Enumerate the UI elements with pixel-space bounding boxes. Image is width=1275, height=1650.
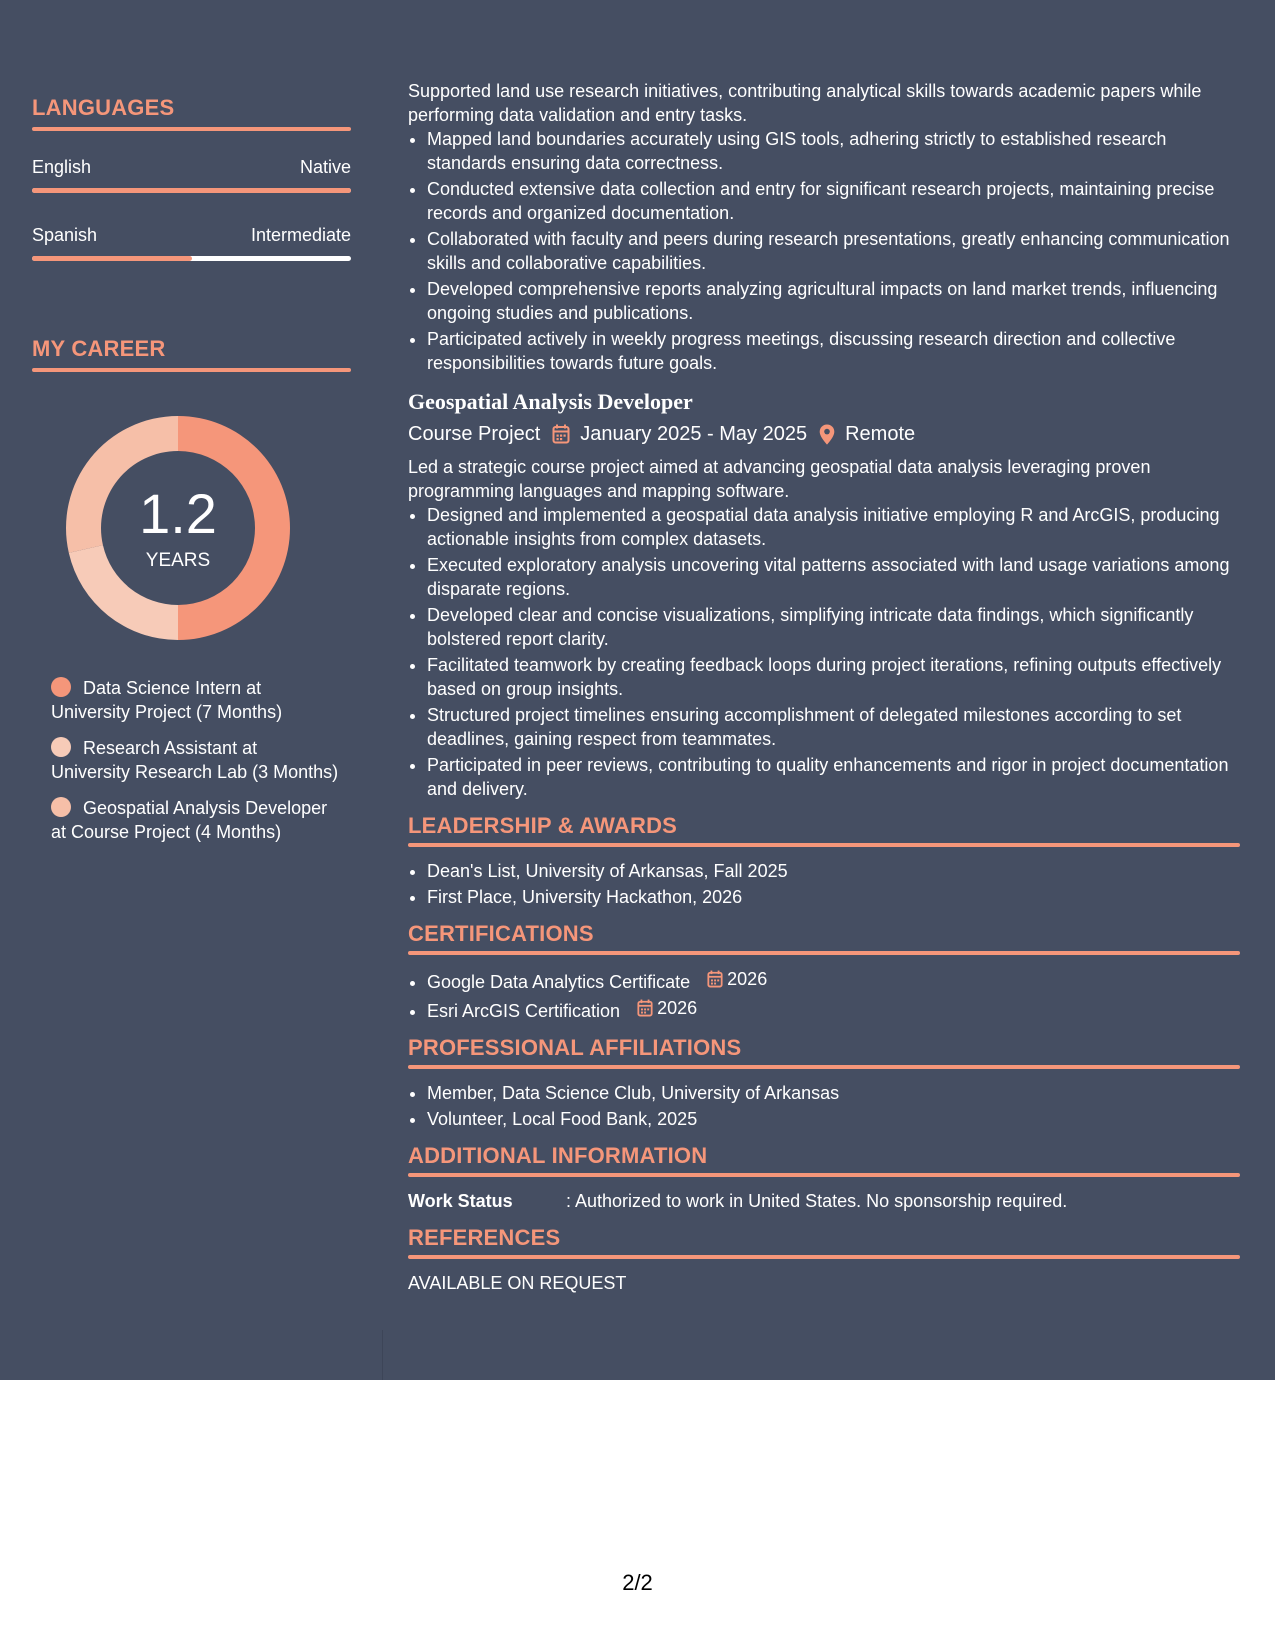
bullet-item: • Developed comprehensive reports analyzing agricultural impacts on land market trends, influencing ongoing studies and publications. <box>427 277 1240 325</box>
job-summary: Led a strategic course project aimed at advancing geospatial data analysis leveraging proven programming languages and mapping software. <box>408 457 1151 501</box>
language-name: Spanish <box>32 225 98 245</box>
work-status-row <box>408 1189 1240 1213</box>
leadership-section <box>408 815 1240 909</box>
bullet-item: • Facilitated teamwork by creating feedback loops during project iterations, refining outputs effectively based on group insights. <box>427 653 1240 701</box>
award-item: • First Place, University Hackathon, 2026 <box>427 885 1240 909</box>
career-legend-item <box>51 736 341 784</box>
bullet-item: • Structured project timelines ensuring accomplishment of delegated milestones according to set deadlines, gaining respect from teammates. <box>427 703 1240 751</box>
career-legend <box>51 676 341 856</box>
affiliations-section <box>408 1037 1240 1131</box>
work-status-value: : Authorized to work in United States. No sponsorship required. <box>566 1191 1068 1211</box>
calendar-icon <box>707 970 723 988</box>
affiliations-list <box>408 1081 1240 1131</box>
leadership-list <box>408 859 1240 909</box>
career-heading: MY CAREER <box>32 336 166 361</box>
column-divider <box>382 1330 383 1380</box>
language-item-spanish <box>32 225 351 261</box>
career-legend-item <box>51 676 341 724</box>
calendar-icon <box>552 424 570 444</box>
additional-info-heading: ADDITIONAL INFORMATION <box>408 1143 708 1168</box>
certifications-heading: CERTIFICATIONS <box>408 921 594 946</box>
language-level: Intermediate <box>250 225 351 245</box>
certifications-rule <box>408 951 1240 955</box>
languages-rule <box>32 127 351 131</box>
job-organization: Course Project <box>408 423 541 445</box>
previous-job-summary: Supported land use research initiatives, contributing analytical skills towards academic papers while performing data validation and entry tasks. <box>408 81 1202 125</box>
affiliations-rule <box>408 1065 1240 1069</box>
references-rule <box>408 1255 1240 1259</box>
references-heading: REFERENCES <box>408 1225 561 1250</box>
job-title: Geospatial Analysis Developer <box>408 389 693 414</box>
bullet-item: • Conducted extensive data collection and entry for significant research projects, maintaining precise records and organized documentation. <box>427 177 1240 225</box>
affiliations-heading: PROFESSIONAL AFFILIATIONS <box>408 1035 742 1060</box>
certification-year: 2026 <box>727 969 768 989</box>
career-legend-item <box>51 796 341 844</box>
language-proficiency-bar <box>32 256 351 261</box>
references-section <box>408 1227 1240 1295</box>
bullet-item: • Mapped land boundaries accurately using GIS tools, adhering strictly to established research standards ensuring data correctness. <box>427 127 1240 175</box>
certifications-section <box>408 923 1240 1023</box>
language-proficiency-fill <box>32 188 351 193</box>
certification-item <box>427 967 1240 994</box>
languages-section <box>32 97 351 261</box>
bullet-item: • Participated actively in weekly progress meetings, discussing research direction and collective responsibilities towards future goals. <box>427 327 1240 375</box>
job-bullets <box>408 503 1240 801</box>
job-dates: January 2025 - May 2025 <box>580 423 808 445</box>
language-proficiency-fill <box>32 256 192 261</box>
job-meta <box>408 421 1240 447</box>
certification-name: Google Data Analytics Certificate <box>427 972 691 992</box>
right-column <box>408 79 1240 1295</box>
previous-job-bullets <box>408 127 1240 375</box>
bullet-item: • Collaborated with faculty and peers during research presentations, greatly enhancing communication skills and collaborative capabilities. <box>427 227 1240 275</box>
language-proficiency-bar <box>32 188 351 193</box>
certification-item <box>427 996 1240 1023</box>
languages-heading: LANGUAGES <box>32 95 175 120</box>
legend-label: Geospatial Analysis Developer at Course Project (4 Months) <box>51 798 328 842</box>
affiliation-item: • Volunteer, Local Food Bank, 2025 <box>427 1107 1240 1131</box>
legend-dot-icon <box>51 797 71 817</box>
award-item: • Dean's List, University of Arkansas, Fall 2025 <box>427 859 1240 883</box>
language-level: Native <box>299 157 351 177</box>
language-name: English <box>32 157 92 177</box>
career-total-unit: YEARS <box>145 550 211 571</box>
calendar-icon <box>637 999 653 1017</box>
certification-name: Esri ArcGIS Certification <box>427 1001 621 1021</box>
leadership-rule <box>408 843 1240 847</box>
legend-dot-icon <box>51 737 71 757</box>
language-item-english <box>32 157 351 193</box>
career-section <box>32 338 351 372</box>
job-location: Remote <box>845 423 916 445</box>
location-pin-icon <box>819 424 835 445</box>
career-donut-chart <box>66 416 290 640</box>
work-status-label: Work Status <box>408 1191 513 1211</box>
affiliation-item: • Member, Data Science Club, University of Arkansas <box>427 1081 1240 1105</box>
bullet-item: • Developed clear and concise visualizations, simplifying intricate data findings, which significantly bolstered report clarity. <box>427 603 1240 651</box>
career-total-years: 1.2 <box>139 482 217 545</box>
additional-info-section <box>408 1145 1240 1213</box>
career-rule <box>32 368 351 372</box>
legend-label: Data Science Intern at University Project (7 Months) <box>51 678 283 722</box>
bullet-item: • Executed exploratory analysis uncovering vital patterns associated with land usage variations among disparate regions. <box>427 553 1240 601</box>
bullet-item: • Designed and implemented a geospatial data analysis initiative employing R and ArcGIS, producing actionable insights from complex datasets. <box>427 503 1240 551</box>
page-number: 2/2 <box>622 1570 653 1595</box>
additional-info-rule <box>408 1173 1240 1177</box>
certification-year: 2026 <box>657 998 698 1018</box>
legend-dot-icon <box>51 677 71 697</box>
bullet-item: • Participated in peer reviews, contributing to quality enhancements and rigor in project documentation and delivery. <box>427 753 1240 801</box>
leadership-heading: LEADERSHIP & AWARDS <box>408 813 678 838</box>
legend-label: Research Assistant at University Research Lab (3 Months) <box>51 738 339 782</box>
certifications-list <box>408 967 1240 1023</box>
references-text: AVAILABLE ON REQUEST <box>408 1273 627 1293</box>
